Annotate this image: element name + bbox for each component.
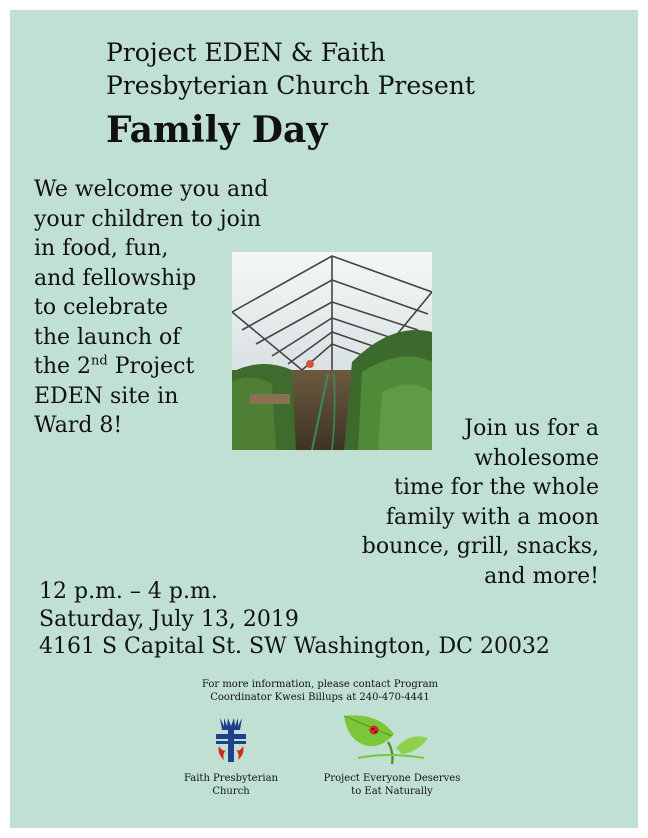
welcome-line: the launch of [34,324,181,350]
welcome-line: We welcome you and [34,177,269,202]
header [106,36,475,102]
join-line: bounce, grill, snacks, [361,534,599,559]
event-address: 4161 S Capital St. SW Washington, DC 20032 [39,634,550,659]
welcome-line: EDEN site in [34,383,179,409]
contact-info [170,678,470,704]
fpc-caption-line-1: Faith Presbyterian [184,773,278,784]
ordinal-suffix: nd [91,353,108,369]
welcome-line: to celebrate [34,295,169,320]
welcome-line: in food, fun, [34,236,169,261]
join-line: time for the whole [394,475,599,500]
fpc-caption [170,772,292,798]
header-line-1: Project EDEN & Faith [106,38,386,67]
join-text [309,414,599,591]
eden-caption-line-2: to Eat Naturally [351,786,433,797]
event-time: 12 p.m. – 4 p.m. [39,579,218,604]
project-eden-leaf-logo [338,712,430,766]
event-date: Saturday, July 13, 2019 [39,606,299,632]
eden-caption [312,772,472,798]
join-line: family with a moon [385,504,599,530]
page-title: Family Day [106,109,328,151]
join-line: and more! [484,563,599,589]
event-details [39,578,550,661]
contact-line-1: For more information, please contact Program [201,679,439,690]
eden-caption-line-1: Project Everyone Deserves [323,773,461,784]
welcome-line: Ward 8! [34,413,123,438]
header-line-2: Presbyterian Church Present [106,71,475,100]
ordinal-prefix: the 2 [34,354,92,379]
join-line: Join us for a [464,416,599,441]
join-line: wholesome [474,445,599,471]
contact-line-2: Coordinator Kwesi Billups at 240-470-4441 [210,692,430,703]
fpc-caption-line-2: Church [212,786,250,797]
ordinal-rest: Project [107,354,195,379]
flyer-page [10,10,638,828]
welcome-line: your children to join [34,206,262,232]
welcome-line: and fellowship [34,265,197,291]
presbyterian-cross-logo [212,716,250,764]
